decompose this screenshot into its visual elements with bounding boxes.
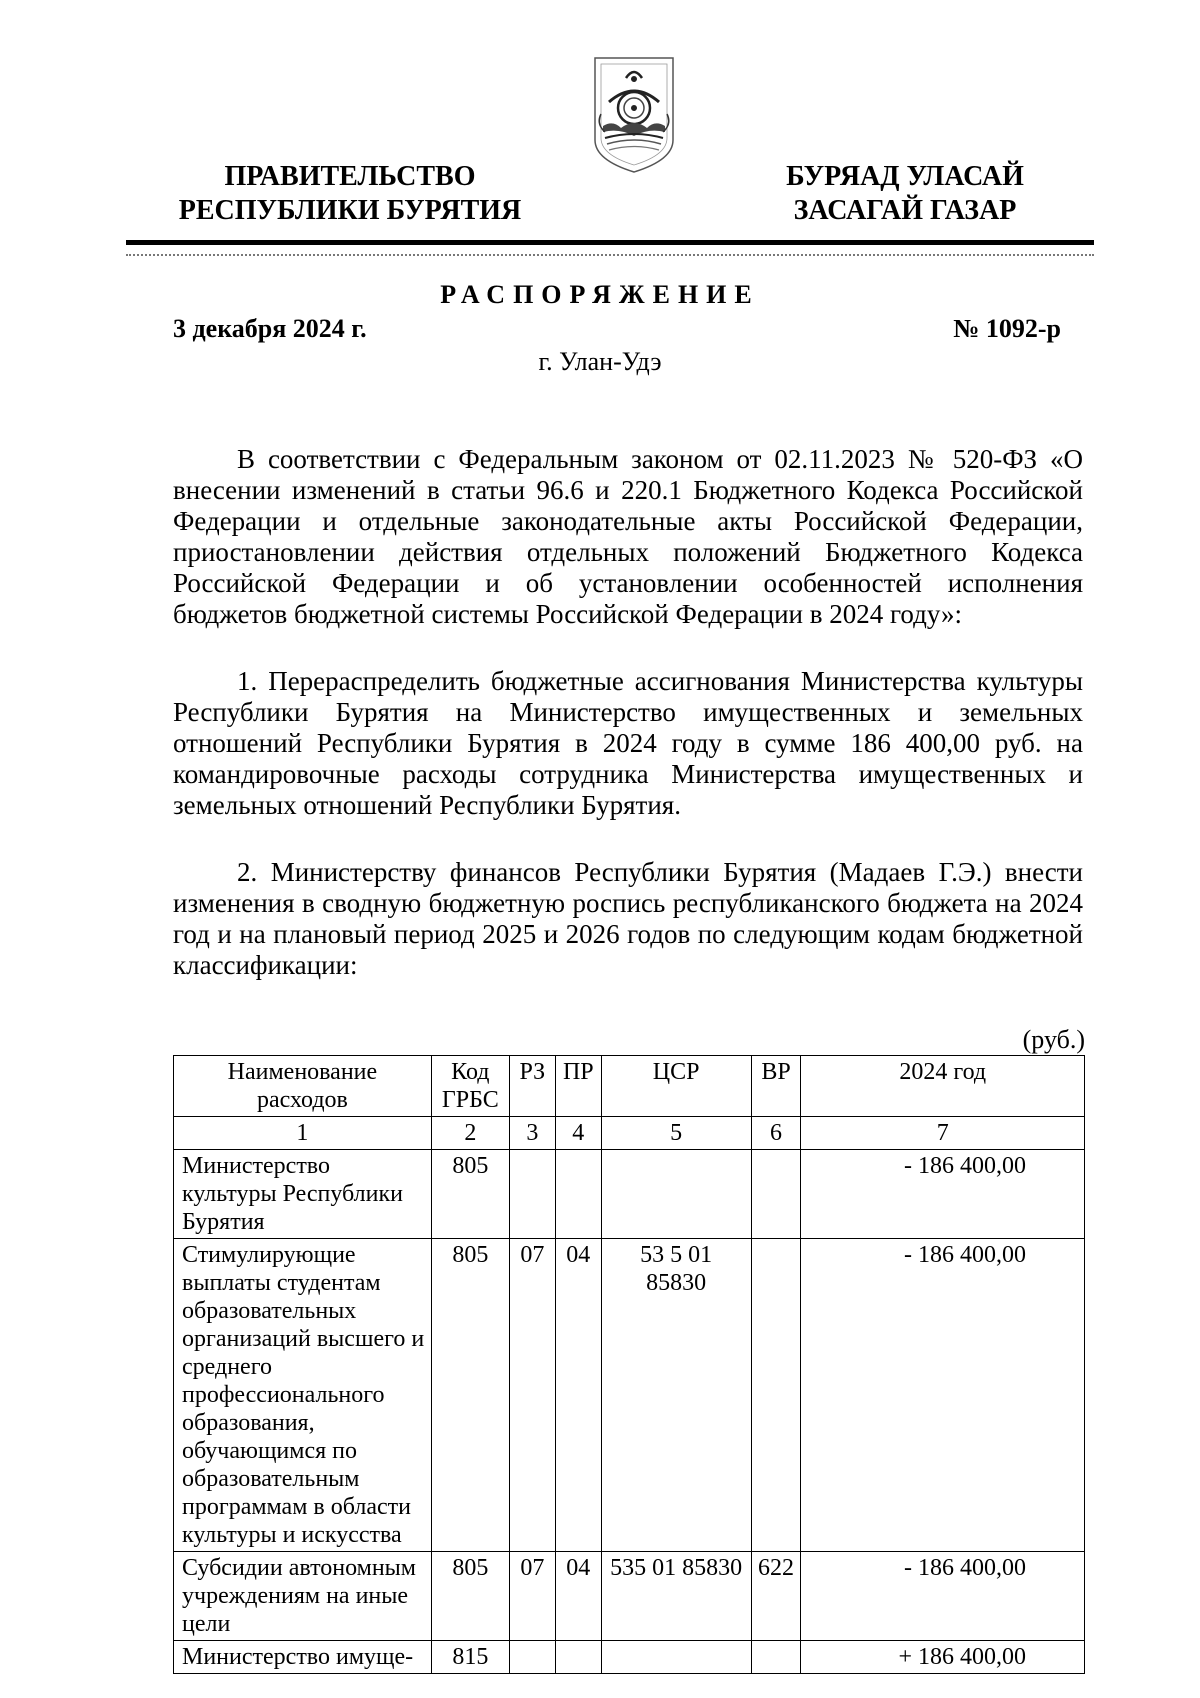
header-rule [126, 240, 1094, 245]
table-unit: (руб.) [1022, 1025, 1085, 1054]
table-cell-pr [555, 1641, 601, 1674]
table-cell-csr [601, 1641, 751, 1674]
table-column-number: 5 [601, 1117, 751, 1150]
table-header-row [174, 1056, 1085, 1117]
coat-of-arms-icon [591, 52, 677, 176]
table-cell-amount: - 186 400,00 [801, 1239, 1085, 1552]
table-header-cell: ЦСР [601, 1056, 751, 1117]
table-column-number: 2 [431, 1117, 509, 1150]
table-cell-csr [601, 1150, 751, 1239]
table-cell-rz [509, 1150, 555, 1239]
table-row [174, 1239, 1085, 1552]
document-title: РАСПОРЯЖЕНИЕ [440, 280, 760, 309]
body-paragraph-2: 2. Министерству финансов Республики Бурятия (Мадаев Г.Э.) внести изменения в сводную бюджетную роспись республиканского бюджета на 2024 год и на плановый период 2025 и 2026 годов по следующим кодам бюджетной классификации: [173, 857, 1083, 980]
table-header-cell: Код ГРБС [431, 1056, 509, 1117]
org-name-russian-line2: РЕСПУБЛИКИ БУРЯТИЯ [178, 195, 522, 226]
table-column-number: 6 [751, 1117, 801, 1150]
table-column-number: 4 [555, 1117, 601, 1150]
table-column-number: 7 [801, 1117, 1085, 1150]
table-header-cell: ПР [555, 1056, 601, 1117]
table-cell-amount: + 186 400,00 [801, 1641, 1085, 1674]
table-cell-rz: 07 [509, 1239, 555, 1552]
table-cell-name: Министерство имуще- [174, 1641, 432, 1674]
table-cell-vr [751, 1641, 801, 1674]
table-cell-name: Субсидии автономным учреждениям на иные цели [174, 1552, 432, 1641]
document-number: № 1092-р [953, 314, 1061, 343]
table-column-number-row [174, 1117, 1085, 1150]
table-header-cell: 2024 год [801, 1056, 1085, 1117]
table-cell-csr: 535 01 85830 [601, 1552, 751, 1641]
table-cell-grbs: 805 [431, 1239, 509, 1552]
table-row [174, 1641, 1085, 1674]
document-body [173, 444, 1083, 1017]
table-cell-pr: 04 [555, 1239, 601, 1552]
table-cell-name: Министерство культуры Республики Бурятия [174, 1150, 432, 1239]
table-cell-grbs: 815 [431, 1641, 509, 1674]
table-cell-amount: - 186 400,00 [801, 1552, 1085, 1641]
body-paragraph-1: 1. Перераспределить бюджетные ассигнования Министерства культуры Республики Бурятия на Министерство имущественных и земельных отношений Республики Бурятия в 2024 году в сумме 186 400,00 руб. на командировочные расходы сотрудника Министерства имущественных и земельных отношений Республики Бурятия. [173, 666, 1083, 820]
table-column-number: 1 [174, 1117, 432, 1150]
document-city: г. Улан-Удэ [538, 347, 662, 376]
org-name-russian [170, 160, 530, 228]
org-name-russian-line1: ПРАВИТЕЛЬСТВО [224, 161, 476, 192]
org-name-buryat [760, 160, 1050, 228]
org-name-buryat-line2: ЗАСАГАЙ ГАЗАР [793, 195, 1017, 226]
table-header-cell: Наименование расходов [174, 1056, 432, 1117]
header-dotted-rule [126, 254, 1094, 256]
body-paragraph-preamble: В соответствии с Федеральным законом от 02.11.2023 № 520-ФЗ «О внесении изменений в статьи 96.6 и 220.1 Бюджетного Кодекса Российской Федерации и отдельные законодательные акты Российской Федерации, приостановлении действия отдельных положений Бюджетного Кодекса Российской Федерации и об установлении особенностей исполнения бюджетов бюджетной системы Российской Федерации в 2024 году»: [173, 444, 1083, 629]
table-cell-vr [751, 1150, 801, 1239]
table-cell-pr: 04 [555, 1552, 601, 1641]
table-cell-grbs: 805 [431, 1552, 509, 1641]
org-name-buryat-line1: БУРЯАД УЛАСАЙ [786, 161, 1024, 192]
table-cell-rz [509, 1641, 555, 1674]
table-header-cell: ВР [751, 1056, 801, 1117]
table-cell-rz: 07 [509, 1552, 555, 1641]
table-cell-grbs: 805 [431, 1150, 509, 1239]
table-cell-vr: 622 [751, 1552, 801, 1641]
table-header-cell: РЗ [509, 1056, 555, 1117]
table-cell-pr [555, 1150, 601, 1239]
table-cell-name: Стимулирующие выплаты студентам образовательных организаций высшего и среднего профессионального образования, обучающимся по образовательным программам в области культуры и искусства [174, 1239, 432, 1552]
table-row [174, 1552, 1085, 1641]
table-cell-csr: 53 5 01 85830 [601, 1239, 751, 1552]
table-cell-amount: - 186 400,00 [801, 1150, 1085, 1239]
table-column-number: 3 [509, 1117, 555, 1150]
budget-table [173, 1055, 1085, 1674]
document-date: 3 декабря 2024 г. [173, 314, 367, 343]
table-row [174, 1150, 1085, 1239]
table-cell-vr [751, 1239, 801, 1552]
